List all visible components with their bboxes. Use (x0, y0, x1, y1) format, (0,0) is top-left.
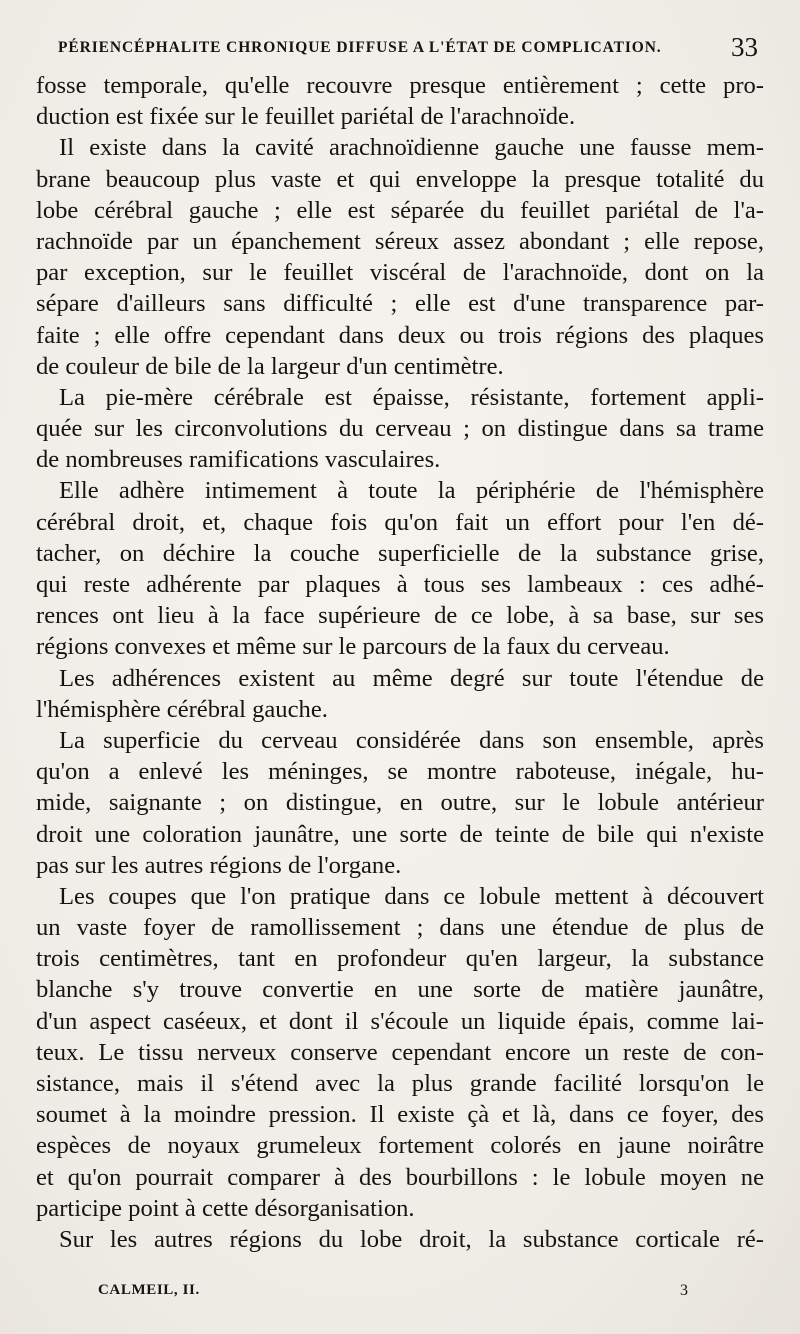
text-line: droit une coloration jaunâtre, une sorte de teinte de bile qui n'existe (36, 820, 764, 848)
text-line: mide, saignante ; on distingue, en outre, sur le lobule antérieur (36, 789, 764, 817)
page-footer (98, 1282, 688, 1304)
text-line: et qu'on pourrait comparer à des bourbillons : le lobule moyen ne (36, 1163, 764, 1191)
text-line: qui reste adhérente par plaques à tous ses lambeaux : ces adhé- (36, 571, 764, 598)
running-title: PÉRIENCÉPHALITE CHRONIQUE DIFFUSE A L'ÉTAT DE COMPLICATION. (58, 39, 662, 56)
text-line: de couleur de bile de la largeur d'un centimètre. (36, 352, 504, 380)
text-line: lobe cérébral gauche ; elle est séparée du feuillet pariétal de l'a- (36, 196, 764, 224)
text-line: un vaste foyer de ramollissement ; dans une étendue de plus de (36, 914, 764, 942)
text-line: espèces de noyaux grumeleux fortement colorés en jaune noirâtre (36, 1132, 764, 1160)
text-line: soumet à la moindre pression. Il existe çà et là, dans ce foyer, des (36, 1101, 764, 1129)
text-line: sistance, mais il s'étend avec la plus grande facilité lorsqu'on le (36, 1070, 764, 1097)
page-number: 33 (731, 32, 758, 62)
text-line: cérébral droit, et, chaque fois qu'on fait un effort pour l'en dé- (36, 508, 764, 536)
text-line: La superficie du cerveau considérée dans son ensemble, après (59, 726, 764, 754)
running-head (58, 33, 758, 67)
text-line: Il existe dans la cavité arachnoïdienne gauche une fausse mem- (59, 134, 764, 162)
text-line: de nombreuses ramifications vasculaires. (36, 446, 441, 474)
text-line: brane beaucoup plus vaste et qui enveloppe la presque totalité du (36, 165, 764, 193)
sheet-number: 3 (680, 1282, 688, 1299)
text-line: Les adhérences existent au même degré sur toute l'étendue de (59, 664, 764, 692)
text-line: sépare d'ailleurs sans difficulté ; elle est d'une transparence par- (36, 290, 764, 318)
text-line: Elle adhère intimement à toute la périphérie de l'hémisphère (59, 477, 764, 505)
text-line: teux. Le tissu nerveux conserve cependant encore un reste de con- (36, 1038, 764, 1066)
text-line: Sur les autres régions du lobe droit, la substance corticale ré- (59, 1225, 764, 1253)
text-line: d'un aspect caséeux, et dont il s'écoule un liquide épais, comme lai- (36, 1007, 764, 1035)
text-line: faite ; elle offre cependant dans deux ou trois régions des plaques (36, 321, 764, 349)
text-line: qu'on a enlevé les méninges, se montre raboteuse, inégale, hu- (36, 758, 764, 786)
text-line: fosse temporale, qu'elle recouvre presque entièrement ; cette pro- (36, 72, 764, 99)
text-line: participe point à cette désorganisation. (36, 1194, 415, 1222)
body-text (36, 70, 764, 1255)
text-line: duction est fixée sur le feuillet pariétal de l'arachnoïde. (36, 103, 576, 131)
text-line: pas sur les autres régions de l'organe. (36, 851, 402, 879)
text-line: Les coupes que l'on pratique dans ce lobule mettent à découvert (59, 882, 764, 910)
text-line: tacher, on déchire la couche superficielle de la substance grise, (36, 539, 764, 567)
text-line: trois centimètres, tant en profondeur qu'en largeur, la substance (36, 945, 764, 973)
text-line: rences ont lieu à la face supérieure de ce lobe, à sa base, sur ses (36, 602, 764, 630)
text-line: La pie-mère cérébrale est épaisse, résistante, fortement appli- (59, 383, 764, 411)
signature-mark: CALMEIL, II. (98, 1282, 200, 1298)
text-line: régions convexes et même sur le parcours de la faux du cerveau. (36, 633, 670, 661)
text-line: quée sur les circonvolutions du cerveau ; on distingue dans sa trame (36, 415, 764, 443)
text-line: par exception, sur le feuillet viscéral de l'arachnoïde, dont on la (36, 259, 764, 287)
text-line: blanche s'y trouve convertie en une sorte de matière jaunâtre, (36, 976, 764, 1004)
text-line: rachnoïde par un épanchement séreux assez abondant ; elle repose, (36, 227, 764, 255)
text-line: l'hémisphère cérébral gauche. (36, 695, 328, 723)
